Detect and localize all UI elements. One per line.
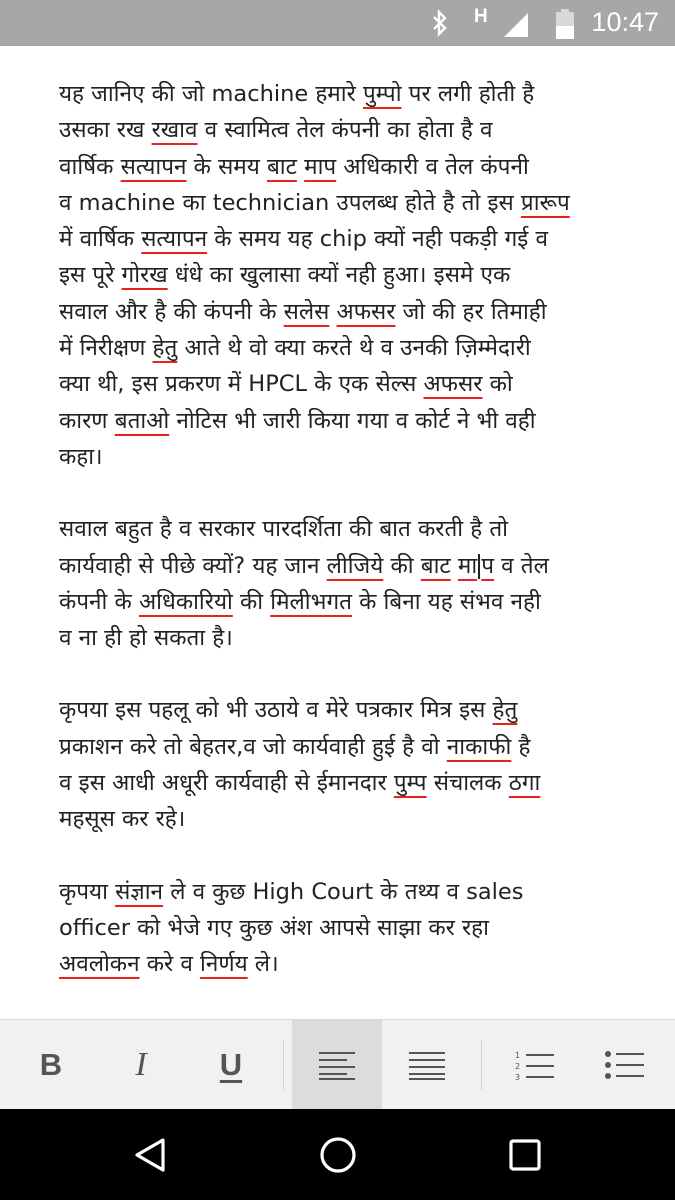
misspelled-word: निर्णय	[200, 951, 248, 978]
underline-button[interactable]	[186, 1020, 276, 1110]
text-run: में निरीक्षण	[59, 335, 153, 362]
misspelled-word: ठगा	[508, 770, 541, 797]
text-line	[59, 910, 659, 946]
text-line	[59, 548, 659, 584]
text-run: में वार्षिक	[59, 226, 142, 253]
text-run: सवाल और है की कंपनी के	[59, 298, 284, 325]
back-button[interactable]	[90, 1109, 210, 1200]
text-line	[59, 294, 659, 330]
misspelled-word: सत्यापन	[120, 153, 187, 180]
text-run: सवाल बहुत है व सरकार पारदर्शिता की बात करती है तो	[59, 516, 509, 543]
text-line	[59, 584, 659, 620]
signal-icon	[503, 12, 529, 42]
misspelled-word: अधिकारियो	[138, 588, 233, 615]
text-run: व machine का technician उपलब्ध होते है तो इस	[59, 189, 521, 216]
misspelled-word: नाकाफी	[446, 733, 512, 760]
text-run	[451, 553, 458, 579]
text-line	[59, 729, 659, 765]
bold-button[interactable]	[6, 1020, 96, 1110]
text-run: व ना ही हो सकता है।	[59, 625, 233, 652]
misspelled-word: अफसर	[423, 371, 483, 398]
misspelled-word: अवलोकन	[59, 951, 140, 978]
text-run: कृपया इस पहलू को भी उठाये व मेरे पत्रकार मित्र इस	[59, 697, 493, 724]
text-run: जो की हर तिमाही	[395, 298, 547, 325]
text-line	[59, 946, 659, 982]
misspelled-word: बाट	[266, 153, 297, 180]
text-run: धंधे का खुलासा क्यों नही हुआ। इसमे एक	[167, 262, 511, 289]
text-run	[329, 299, 336, 325]
misspelled-word: हेतु	[492, 697, 518, 724]
recents-button[interactable]	[465, 1109, 585, 1200]
text-run: करे व	[139, 951, 201, 978]
bulleted-list-icon	[604, 1050, 646, 1080]
text-line	[59, 366, 659, 402]
status-time: 10:47	[591, 7, 659, 37]
svg-text:3: 3	[515, 1073, 521, 1081]
toolbar-divider	[481, 1040, 482, 1090]
misspelled-word: हेतु	[152, 335, 178, 362]
text-run: महसूस कर रहे।	[59, 806, 186, 833]
text-run: कार्यवाही से पीछे क्यों? यह जान	[59, 552, 327, 579]
text-line	[59, 403, 659, 439]
misspelled-word: अफसर	[336, 298, 396, 325]
text-line	[59, 221, 659, 257]
text-run: के समय यह chip क्यों नही पकड़ी गई व	[207, 226, 548, 253]
text-line	[59, 439, 659, 475]
paragraph[interactable]	[59, 76, 659, 475]
home-button[interactable]	[278, 1109, 398, 1200]
svg-text:2: 2	[515, 1062, 521, 1071]
misspelled-word: संज्ञान	[115, 878, 164, 905]
text-run: आते थे वो क्या करते थे व उनकी ज़िम्मेदारी	[177, 335, 531, 362]
italic-button[interactable]	[96, 1020, 186, 1110]
bold-icon: B	[39, 1047, 63, 1082]
numbered-list-button[interactable]	[490, 1020, 580, 1110]
underline-icon: U	[219, 1047, 243, 1082]
text-run: पर लगी होती है	[401, 81, 535, 107]
paragraph[interactable]	[59, 874, 659, 983]
misspelled-word: पुम्प	[393, 770, 427, 797]
align-left-button[interactable]	[292, 1020, 382, 1110]
text-cursor	[478, 554, 480, 579]
text-run: को	[482, 371, 513, 398]
text-run: उसका रख	[59, 117, 152, 144]
misspelled-word: सलेस	[283, 298, 330, 325]
text-run: अधिकारी व तेल कंपनी	[336, 153, 529, 180]
text-line	[59, 185, 659, 221]
text-run: कारण	[59, 407, 115, 434]
toolbar-divider	[283, 1040, 284, 1090]
formatting-toolbar	[0, 1019, 675, 1110]
text-line	[59, 511, 659, 547]
text-run: संचालक	[426, 770, 509, 797]
misspelled-word: लीजिये	[326, 552, 384, 579]
recents-square-icon	[507, 1137, 543, 1173]
text-line	[59, 801, 659, 837]
misspelled-word: बाट	[420, 552, 451, 579]
bluetooth-icon	[431, 9, 449, 41]
text-run: कृपया	[59, 878, 116, 905]
italic-icon: I	[135, 1046, 147, 1083]
status-bar	[0, 0, 675, 46]
text-run: व स्वामित्व तेल कंपनी का होता है व	[197, 117, 493, 144]
text-run: officer को भेजे गए कुछ अंश आपसे साझा कर रहा	[59, 914, 489, 941]
text-run: वार्षिक	[59, 153, 121, 180]
misspelled-word: प	[481, 552, 494, 579]
text-line	[59, 257, 659, 293]
text-run: की	[383, 552, 421, 579]
text-run: व इस आधी अधूरी कार्यवाही से ईमानदार	[59, 770, 394, 797]
text-line	[59, 112, 659, 148]
text-line	[59, 692, 659, 728]
misspelled-word: मिलीभगत	[270, 588, 352, 615]
misspelled-word: बताओ	[114, 407, 170, 434]
svg-text:1: 1	[515, 1051, 521, 1060]
paragraph[interactable]	[59, 692, 659, 837]
text-run: क्या थी, इस प्रकरण में HPCL के एक सेल्स	[59, 371, 424, 398]
text-run: ले।	[247, 951, 279, 978]
misspelled-word: पुम्पो	[362, 81, 402, 107]
text-run: कंपनी के	[59, 588, 139, 615]
back-triangle-icon	[132, 1136, 168, 1174]
network-h-icon: H	[474, 6, 488, 27]
misspelled-word: प्रारूप	[520, 189, 570, 216]
text-run: है	[511, 733, 531, 760]
text-line	[59, 149, 659, 185]
text-run: ले व कुछ High Court के तथ्य व sales	[163, 878, 524, 905]
text-run: इस पूरे	[59, 262, 122, 289]
text-line	[59, 330, 659, 366]
text-line	[59, 765, 659, 801]
text-run: कहा।	[59, 443, 103, 470]
text-line	[59, 76, 659, 112]
misspelled-word: सत्यापन	[141, 226, 208, 253]
navigation-bar	[0, 1109, 675, 1200]
align-left-icon	[317, 1050, 357, 1080]
text-run: प्रकाशन करे तो बेहतर,व जो कार्यवाही हुई है वो	[59, 733, 447, 760]
align-justify-button[interactable]	[382, 1020, 472, 1110]
document-body[interactable]	[0, 46, 675, 1019]
text-run: के बिना यह संभव नही	[351, 588, 541, 615]
misspelled-word: मा	[457, 552, 478, 579]
text-run: यह जानिए की जो machine हमारे	[59, 81, 363, 107]
bulleted-list-button[interactable]	[580, 1020, 670, 1110]
misspelled-word: रखाव	[151, 117, 198, 144]
text-line	[59, 874, 659, 910]
text-run: की	[232, 588, 271, 615]
text-run: के समय	[186, 153, 267, 180]
text-line	[59, 620, 659, 656]
align-justify-icon	[407, 1050, 447, 1080]
text-run: व तेल	[493, 552, 549, 579]
numbered-list-icon	[514, 1049, 556, 1081]
paragraph[interactable]	[59, 511, 659, 656]
text-run: नोटिस भी जारी किया गया व कोर्ट ने भी वही	[169, 407, 536, 434]
document-text[interactable]	[59, 76, 659, 1019]
misspelled-word: माप	[304, 153, 337, 180]
battery-icon	[556, 9, 574, 43]
home-circle-icon	[318, 1135, 358, 1175]
misspelled-word: गोरख	[121, 262, 168, 289]
